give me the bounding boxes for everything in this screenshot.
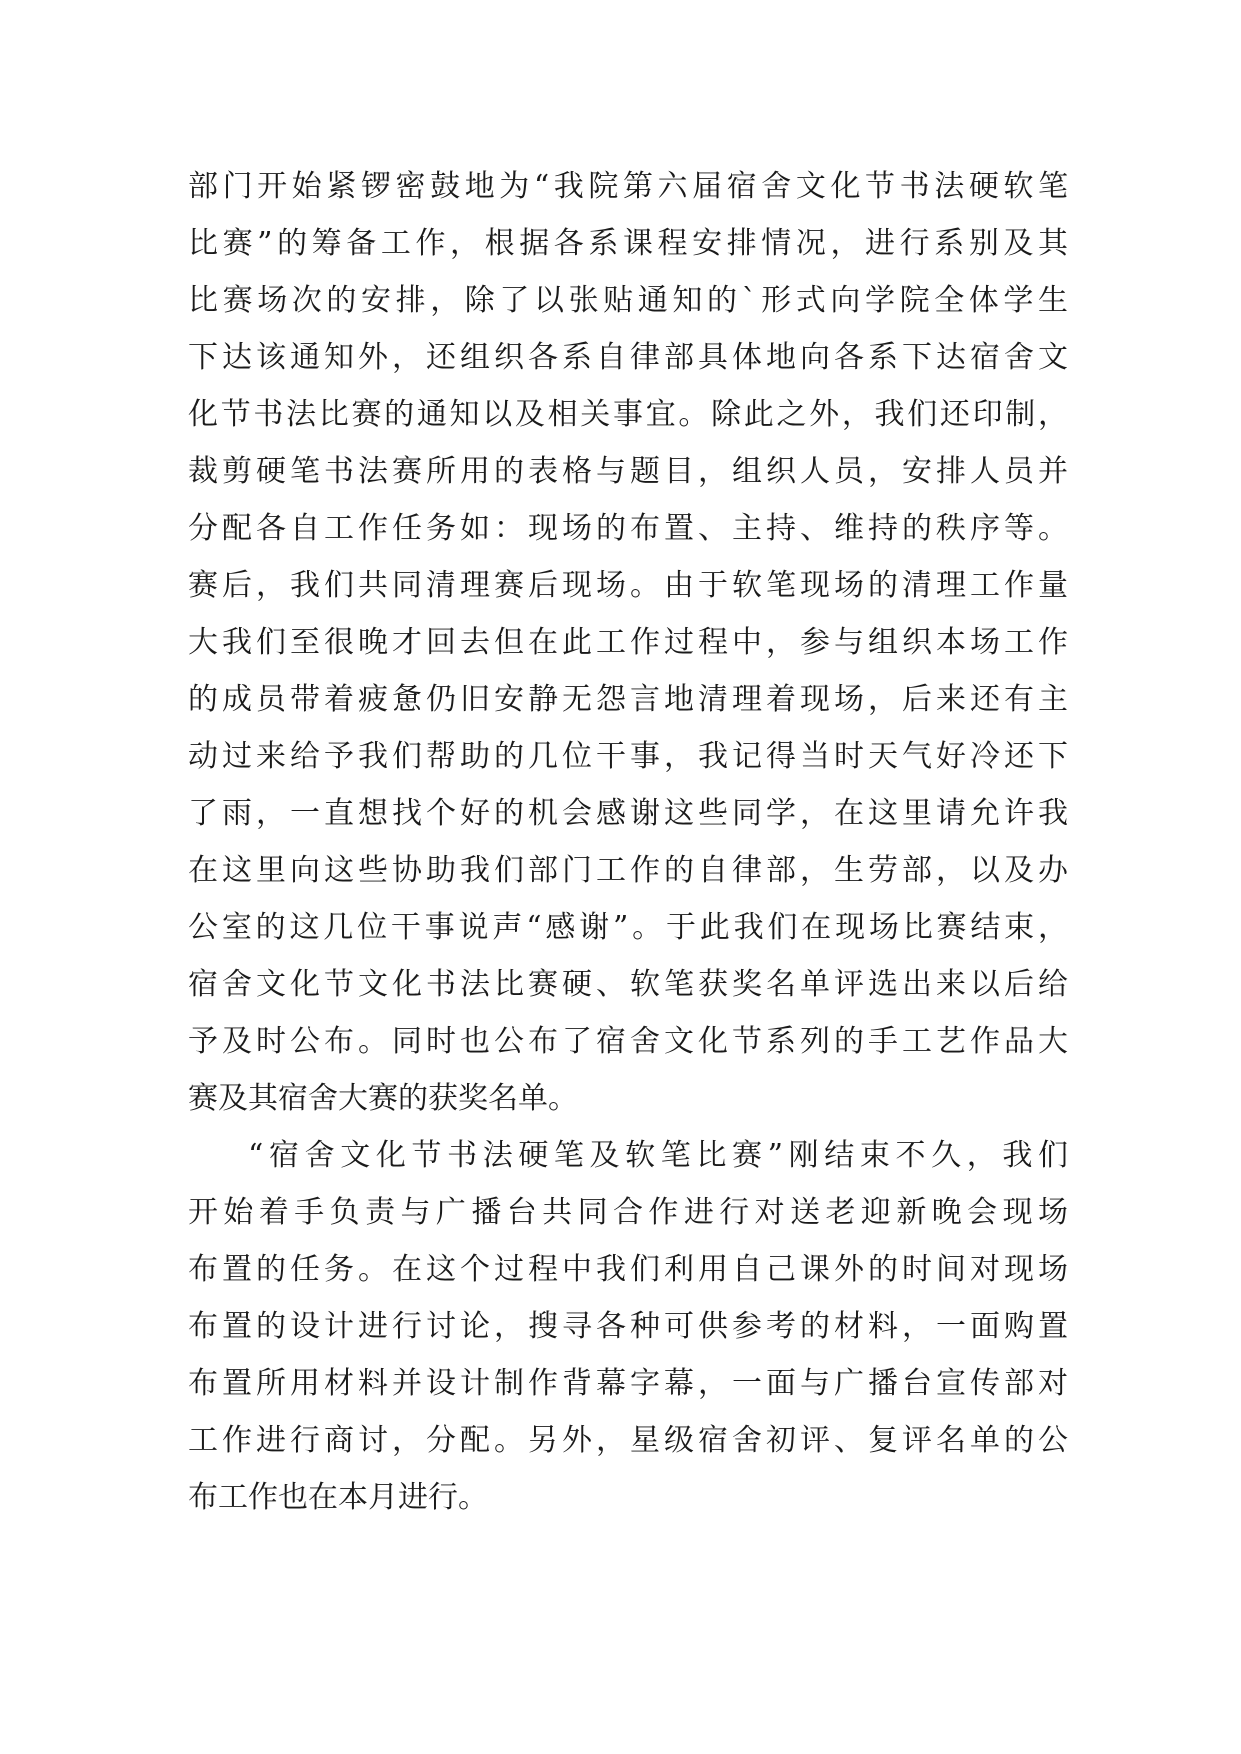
text-line: 大我们至很晚才回去但在此工作过程中，参与组织本场工作 — [188, 625, 1068, 660]
text-line: 的成员带着疲惫仍旧安静无怨言地清理着现场，后来还有主 — [188, 682, 1068, 717]
text-line: 部门开始紧锣密鼓地为“我院第六届宿舍文化节书法硬软笔 — [188, 169, 1068, 204]
text-line: 动过来给予我们帮助的几位干事，我记得当时天气好冷还下 — [188, 739, 1068, 774]
text-line: 下达该通知外，还组织各系自律部具体地向各系下达宿舍文 — [188, 340, 1068, 375]
text-line: 化节书法比赛的通知以及相关事宜。除此之外，我们还印制， — [188, 397, 1068, 432]
text-line: 布置的设计进行讨论，搜寻各种可供参考的材料，一面购置 — [188, 1309, 1068, 1344]
paragraph-1 — [188, 158, 1068, 1127]
text-line: 比赛场次的安排，除了以张贴通知的`形式向学院全体学生 — [188, 283, 1068, 318]
paragraph-2 — [188, 1127, 1068, 1526]
text-line: 宿舍文化节文化书法比赛硬、软笔获奖名单评选出来以后给 — [188, 967, 1068, 1002]
body-text — [188, 158, 1068, 1526]
text-line: 在这里向这些协助我们部门工作的自律部，生劳部，以及办 — [188, 853, 1068, 888]
text-line: 了雨，一直想找个好的机会感谢这些同学，在这里请允许我 — [188, 796, 1068, 831]
text-line: 开始着手负责与广播台共同合作进行对送老迎新晚会现场 — [188, 1195, 1068, 1230]
text-line: 布置所用材料并设计制作背幕字幕，一面与广播台宣传部对 — [188, 1366, 1068, 1401]
text-line: 工作进行商讨，分配。另外，星级宿舍初评、复评名单的公 — [188, 1423, 1068, 1458]
text-line: 赛后，我们共同清理赛后现场。由于软笔现场的清理工作量 — [188, 568, 1068, 603]
text-line: 裁剪硬笔书法赛所用的表格与题目，组织人员，安排人员并 — [188, 454, 1068, 489]
text-line: 予及时公布。同时也公布了宿舍文化节系列的手工艺作品大 — [188, 1024, 1068, 1059]
text-line: 分配各自工作任务如：现场的布置、主持、维持的秩序等。 — [188, 511, 1068, 546]
text-line: 布工作也在本月进行。 — [188, 1480, 488, 1515]
text-line: 布置的任务。在这个过程中我们利用自己课外的时间对现场 — [188, 1252, 1068, 1287]
text-line: 赛及其宿舍大赛的获奖名单。 — [188, 1081, 578, 1116]
text-line: “宿舍文化节书法硬笔及软笔比赛”刚结束不久，我们 — [248, 1138, 1068, 1173]
text-line: 比赛”的筹备工作，根据各系课程安排情况，进行系别及其 — [188, 226, 1068, 261]
text-line: 公室的这几位干事说声“感谢”。于此我们在现场比赛结束， — [188, 910, 1068, 945]
